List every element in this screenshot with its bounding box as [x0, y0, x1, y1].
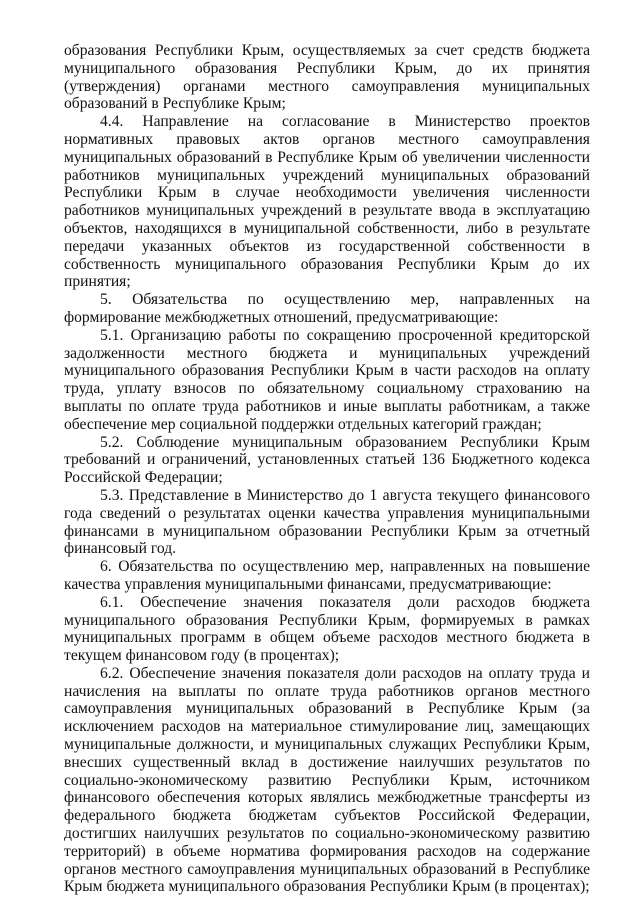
paragraph-5-1: 5.1. Организацию работы по сокращению просроченной кредиторской задолженности местного бюджета и муниципальных учреждений муниципального образования Республики Крым в части расходов на оплату труда, уплату взносов по обязательному социальному страхованию на выплаты по оплате труда работников и иные выплаты работникам, а также обеспечение мер социальной поддержки отдельных категорий граждан;	[64, 326, 590, 433]
paragraph-4-4: 4.4. Направление на согласование в Министерство проектов нормативных правовых актов органов местного самоуправления муниципальных образований в Республике Крым об увеличении численности работников муниципальных учреждений муниципальных образований Республики Крым в случае необходимости увеличения численности работников муниципальных учреждений в результате ввода в эксплуатацию объектов, находящихся в муниципальной собственности, либо в результате передачи указанных объектов из государственной собственности в собственность муниципального образования Республики Крым до их принятия;	[64, 113, 590, 291]
document-body	[64, 42, 590, 896]
paragraph-5-2: 5.2. Соблюдение муниципальным образованием Республики Крым требований и ограничений, установленных статьей 136 Бюджетного кодекса Российской Федерации;	[64, 433, 590, 487]
paragraph-6-2: 6.2. Обеспечение значения показателя доли расходов на оплату труда и начисления на выплаты по оплате труда работников органов местного самоуправления муниципальных образований в Республике Крым (за исключением расходов на материальное стимулирование лиц, замещающих муниципальные должности, и муниципальных служащих Республики Крым, внесших существенный вклад в достижение наилучших результатов по социально-экономическому развитию Республики Крым, источником финансового обеспечения которых являлись межбюджетные трансферты из федерального бюджета бюджетам субъектов Российской Федерации, достигших наилучших результатов по социально-экономическому развитию территорий) в объеме норматива формирования расходов на содержание органов местного самоуправления муниципальных образований в Республике Крым бюджета муниципального образования Республики Крым (в процентах);	[64, 664, 590, 896]
paragraph-continuation: образования Республики Крым, осуществляемых за счет средств бюджета муниципального образования Республики Крым, до их принятия (утверждения) органами местного самоуправления муниципальных образований в Республике Крым;	[64, 42, 590, 113]
paragraph-5: 5. Обязательства по осуществлению мер, направленных на формирование межбюджетных отношений, предусматривающие:	[64, 291, 590, 326]
paragraph-6: 6. Обязательства по осуществлению мер, направленных на повышение качества управления муниципальными финансами, предусматривающие:	[64, 558, 590, 593]
paragraph-6-1: 6.1. Обеспечение значения показателя доли расходов бюджета муниципального образования Республики Крым, формируемых в рамках муниципальных программ в общем объеме расходов местного бюджета в текущем финансовом году (в процентах);	[64, 593, 590, 665]
paragraph-5-3: 5.3. Представление в Министерство до 1 августа текущего финансового года сведений о результатах оценки качества управления муниципальными финансами в муниципальном образовании Республики Крым за отчетный финансовый год.	[64, 486, 590, 558]
